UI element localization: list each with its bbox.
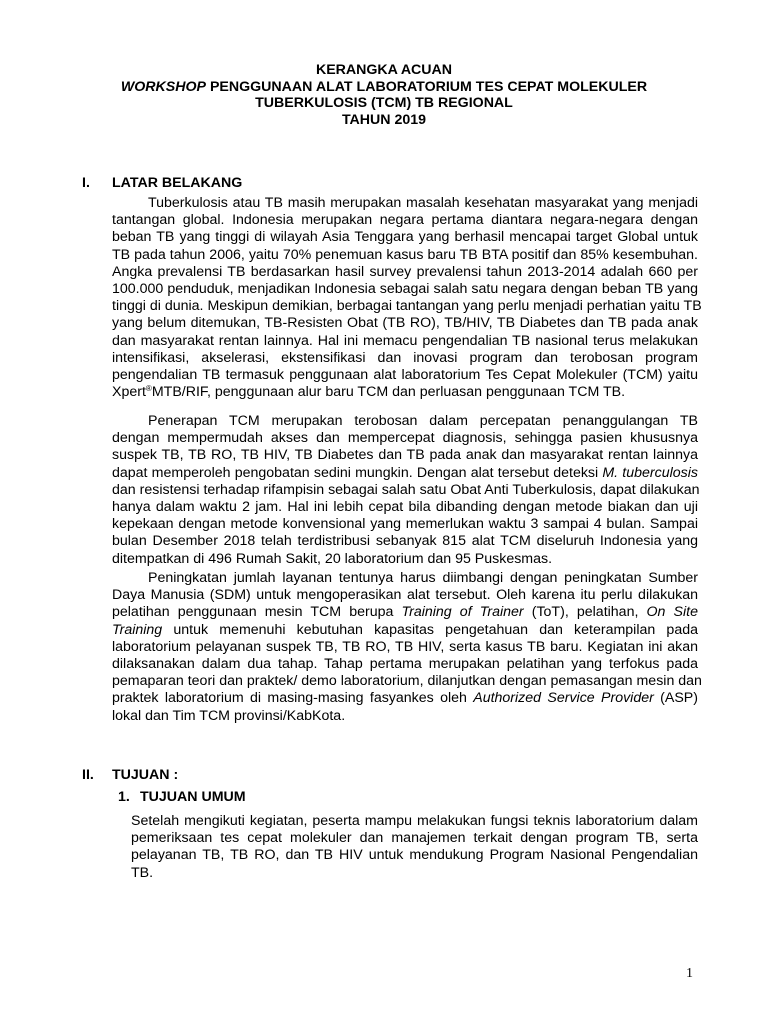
training-italic: Training <box>112 621 163 638</box>
paragraph-line: dan masyarakat rentan lainnya. Hal ini memacu pengendalian TB nasional terus melakukan <box>112 332 698 349</box>
title-line-4: TAHUN 2019 <box>341 111 427 128</box>
section-1-heading <box>82 175 242 192</box>
paragraph-line: pengendalian TB termasuk penggunaan alat laboratorium Tes Cepat Molekuler (TCM) yaitu <box>112 366 698 383</box>
paragraph-line: pemaparan teori dan praktek/ demo laboratorium, dilanjutkan dengan pemasangan mesin dan <box>112 673 702 690</box>
title-line-2-rest: PENGGUNAAN ALAT LABORATORIUM TES CEPAT MOLEKULER <box>206 78 648 95</box>
title-line-1: KERANGKA ACUAN <box>315 62 453 78</box>
paragraph-line: dengan mempermudah akses dan mempercepat diagnosis, sehingga pasien khususnya <box>112 430 698 447</box>
subsection-1-number: 1. <box>118 789 130 805</box>
paragraph-line: dilaksanakan dalam dua tahap. Tahap pertama merupakan pelatihan yang terfokus pada <box>112 655 698 672</box>
section-2-paragraph <box>131 813 698 882</box>
paragraph-line: kepekaan dengan metode konvensional yang memerlukan waktu 3 sampai 4 bulan. Sampai <box>112 516 698 533</box>
paragraph-line: dan resistensi terhadap rifampisin sebagai salah satu Obat Anti Tuberkulosis, dapat dilakukan <box>112 481 700 498</box>
section-1-paragraph-2 <box>112 413 698 568</box>
paragraph-line: pelayanan TB, TB RO, dan TB HIV untuk mendukung Program Nasional Pengendalian <box>131 847 698 864</box>
paragraph-line: Setelah mengikuti kegiatan, peserta mampu melakukan fungsi teknis laboratorium dalam <box>131 813 698 829</box>
paragraph-line: Penerapan TCM merupakan terobosan dalam percepatan penanggulangan TB <box>148 413 698 429</box>
paragraph-line: Peningkatan jumlah layanan tentunya harus diimbangi dengan peningkatan Sumber <box>148 570 698 586</box>
page-number: 1 <box>686 966 693 981</box>
paragraph-line <box>112 465 698 482</box>
title-workshop-italic: WORKSHOP <box>120 78 206 95</box>
paragraph-line: intensifikasi, akselerasi, ekstensifikasi dan inovasi program dan terobosan program <box>112 349 698 366</box>
paragraph-line: ditempatkan di 496 Rumah Sakit, 20 laboratorium dan 95 Puskesmas. <box>112 550 553 567</box>
paragraph-line <box>112 604 698 621</box>
section-1-paragraph-1 <box>112 195 702 401</box>
section-1-title: LATAR BELAKANG <box>112 175 243 191</box>
paragraph-line: yang belum ditemukan, TB-Resisten Obat (TB RO), TB/HIV, TB Diabetes dan TB pada anak <box>112 315 698 332</box>
subsection-1-heading <box>118 789 246 806</box>
paragraph-line <box>112 690 698 707</box>
document-title <box>0 62 768 128</box>
title-line-3: TUBERKULOSIS (TCM) TB REGIONAL <box>255 95 513 111</box>
paragraph-line: hanya dalam waktu 2 jam. Hal ini lebih cepat bila dibanding dengan metode biakan dan uji <box>112 498 698 515</box>
paragraph-text: untuk memenuhi kebutuhan kapasitas pengetahuan dan keterampilan pada <box>162 621 698 638</box>
paragraph-line: TB pada tahun 2006, yaitu 70% penemuan kasus baru TB BTA positif dan 85% kesembuhan. <box>112 246 698 263</box>
species-name: M. tuberculosis <box>602 464 699 481</box>
tot-italic: Training of Trainer <box>401 604 524 621</box>
paragraph-line: TB. <box>131 864 154 881</box>
paragraph-text: (ASP) <box>653 690 698 707</box>
paragraph-line: 100.000 penduduk, menjadikan Indonesia sebagai salah satu negara dengan beban TB yang <box>112 280 698 297</box>
paragraph-text: pelatihan penggunaan mesin TCM berupa <box>112 604 402 621</box>
asp-italic: Authorized Service Provider <box>473 690 654 707</box>
paragraph-line: bulan Desember 2018 telah terdistribusi sebanyak 815 alat TCM diseluruh Indonesia yang <box>112 533 698 550</box>
on-site-italic: On Site <box>646 604 698 621</box>
paragraph-line: lokal dan Tim TCM provinsi/KabKota. <box>112 707 346 724</box>
section-1-number: I. <box>82 175 90 191</box>
section-2-number: II. <box>82 767 94 783</box>
xpert-text: Xpert <box>112 384 146 401</box>
paragraph-line: pemeriksaan tes cepat molekuler dan manajemen terkait dengan program TB, serta <box>131 830 698 847</box>
paragraph-line: tantangan global. Indonesia merupakan negara pertama diantara negara-negara dengan <box>112 212 698 229</box>
paragraph-text: praktek laboratorium di masing-masing fasyankes oleh <box>112 690 474 707</box>
registered-mark: ® <box>145 384 152 394</box>
paragraph-text: dapat memperoleh pengobatan sedini mungkin. Dengan alat tersebut deteksi <box>112 464 603 481</box>
section-2-title: TUJUAN : <box>112 767 179 783</box>
section-1-paragraph-3 <box>112 570 702 725</box>
title-line-2 <box>0 79 768 96</box>
paragraph-line: tinggi di dunia. Meskipun demikian, berbagai tantangan yang perlu menjadi perhatian yaitu TB <box>112 298 702 315</box>
section-2-heading <box>82 767 178 784</box>
paragraph-line <box>112 384 698 401</box>
subsection-1-title: TUJUAN UMUM <box>140 789 246 805</box>
paragraph-line: Angka prevalensi TB berdasarkan hasil survey prevalensi tahun 2013-2014 adalah 660 per <box>112 263 698 280</box>
paragraph-line <box>112 622 698 639</box>
paragraph-line: Tuberkulosis atau TB masih merupakan masalah kesehatan masyarakat yang menjadi <box>148 195 698 211</box>
paragraph-text: (ToT), pelatihan, <box>523 604 647 621</box>
paragraph-line: suspek TB, TB RO, TB HIV, TB Diabetes dan TB pada anak dan masyarakat rentan lainnya <box>112 447 698 464</box>
paragraph-line: Daya Manusia (SDM) untuk mengoperasikan alat tersebut. Oleh karena itu perlu dilakukan <box>112 587 698 604</box>
xpert-rest-text: MTB/RIF, penggunaan alur baru TCM dan perluasan penggunaan TCM TB. <box>151 384 626 401</box>
paragraph-line: laboratorium pelayanan suspek TB, TB RO, TB HIV, serta kasus TB baru. Kegiatan ini akan <box>112 638 698 655</box>
paragraph-line: beban TB yang tinggi di wilayah Asia Tenggara yang berhasil mencapai target Global untuk <box>112 229 698 246</box>
